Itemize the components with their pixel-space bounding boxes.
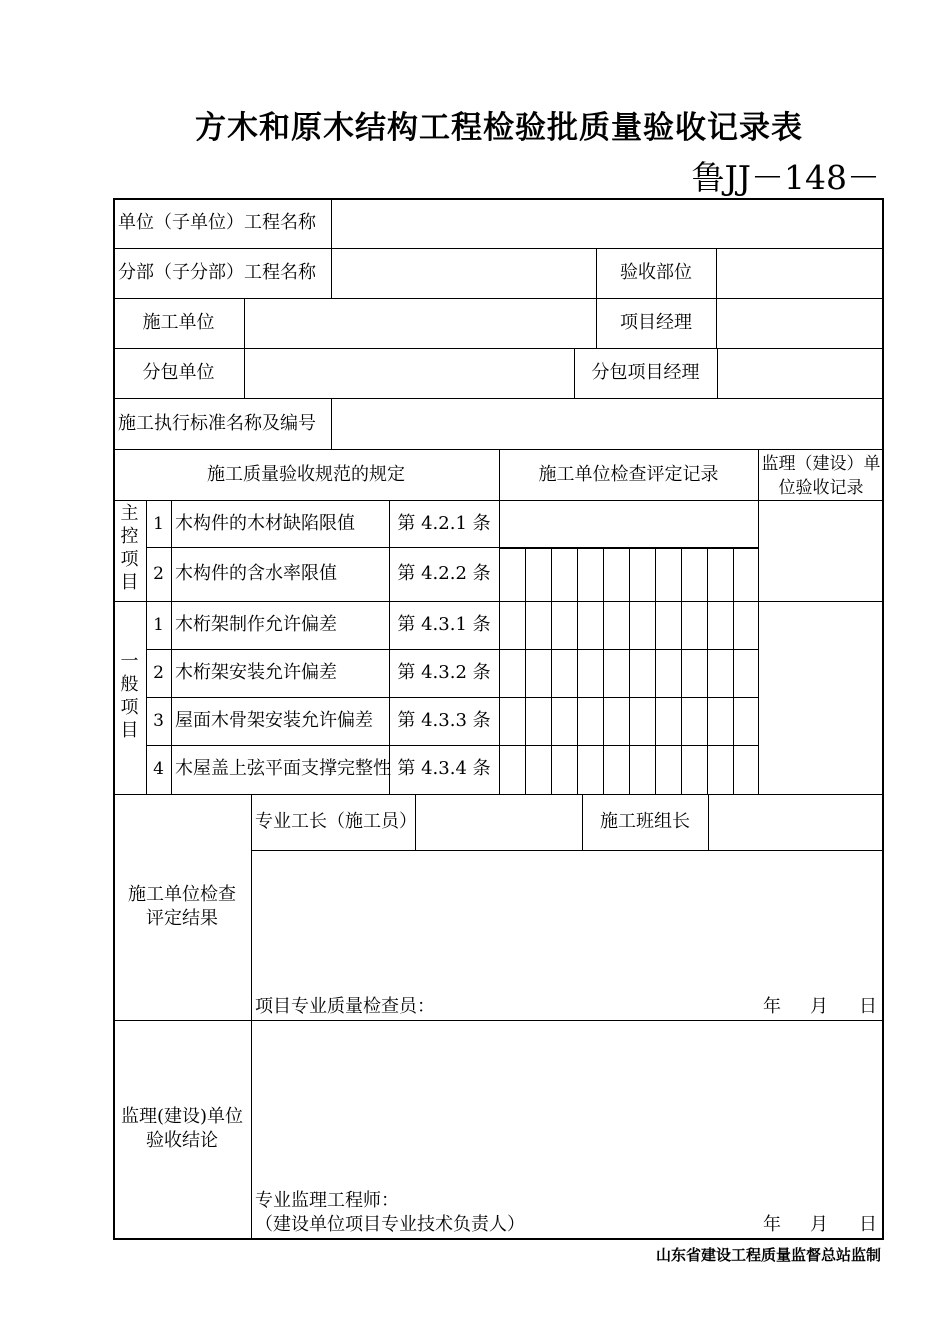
col-divider: [499, 449, 500, 794]
inspection-form: [113, 198, 884, 1240]
main-control-label-char: 目: [120, 572, 139, 593]
construction-result-label-line2: 评定结果: [146, 908, 218, 929]
item-clause: 第 4.2.1 条: [397, 513, 491, 534]
row-divider: [146, 745, 758, 746]
item-clause: 第 4.3.2 条: [397, 662, 491, 683]
construction-result-label-line1: 施工单位检查: [128, 884, 236, 905]
owner-representative-label: （建设单位项目专业技术负责人）: [255, 1214, 525, 1235]
spec-column-header: 施工质量验收规范的规定: [207, 464, 405, 485]
date-day-label: 日: [859, 996, 877, 1017]
item-number: 1: [153, 615, 164, 635]
item-number: 2: [153, 663, 164, 683]
grid-col: [629, 547, 630, 794]
general-label-char: 目: [120, 720, 139, 741]
supervising-engineer-label: 专业监理工程师：: [255, 1190, 399, 1211]
item-name: 木桁架安装允许偏差: [175, 662, 337, 683]
grid-col: [733, 547, 734, 794]
date-year-label: 年: [763, 996, 781, 1017]
item-number: 3: [153, 711, 164, 731]
row-divider: [146, 649, 758, 650]
col-divider: [244, 298, 245, 398]
project-manager-label: 项目经理: [620, 312, 692, 333]
col-divider: [716, 248, 717, 348]
col-divider: [331, 398, 332, 449]
supervision-conclusion-label-line1: 监理(建设)单位: [120, 1106, 244, 1127]
item-clause: 第 4.2.2 条: [397, 563, 491, 584]
col-divider: [758, 449, 759, 794]
item-name: 木构件的木材缺陷限值: [175, 513, 355, 534]
grid-col: [551, 547, 552, 794]
row-divider: [113, 348, 884, 349]
general-label-char: 般: [120, 674, 139, 695]
general-label-char: 项: [120, 697, 139, 718]
col-divider: [251, 794, 252, 1240]
item-clause: 第 4.3.3 条: [397, 710, 491, 731]
row-divider: [113, 398, 884, 399]
col-divider: [389, 500, 390, 794]
item-number: 4: [153, 759, 164, 779]
col-divider: [717, 348, 718, 398]
standard-label: 施工执行标准名称及编号: [118, 413, 316, 434]
foreman-label: 专业工长（施工员）: [255, 811, 417, 832]
grid-col: [525, 547, 526, 794]
unit-project-label: 单位（子单位）工程名称: [118, 212, 316, 233]
page-title: 方木和原木结构工程检验批质量验收记录表: [195, 110, 803, 146]
main-control-label-char: 控: [120, 526, 139, 547]
col-divider: [331, 248, 332, 298]
team-leader-label: 施工班组长: [600, 811, 690, 832]
item-clause: 第 4.3.4 条: [397, 758, 491, 779]
item-name: 木桁架制作允许偏差: [175, 614, 337, 635]
item-name: 屋面木骨架安装允许偏差: [175, 710, 373, 731]
grid-col: [707, 547, 708, 794]
grid-col: [603, 547, 604, 794]
subcontract-manager-label: 分包项目经理: [591, 362, 700, 383]
row-divider: [146, 697, 758, 698]
row-divider: [251, 850, 884, 851]
item-number: 2: [153, 564, 164, 584]
supervision-column-header-line1: 监理（建设）单: [761, 454, 881, 474]
check-column-header: 施工单位检查评定记录: [538, 464, 719, 485]
row-divider: [113, 248, 884, 249]
inspector-label: 项目专业质量检查员：: [255, 996, 435, 1017]
item-number: 1: [153, 514, 164, 534]
form-code: 鲁JJ－148－: [691, 158, 880, 197]
date-day-label: 日: [859, 1214, 877, 1235]
row-divider: [113, 298, 884, 299]
main-control-label-char: 主: [120, 503, 139, 524]
main-control-label-char: 项: [120, 549, 139, 570]
grid-col: [577, 547, 578, 794]
footer-issuer: 山东省建设工程质量监督总站监制: [655, 1246, 881, 1264]
date-month-label: 月: [810, 996, 828, 1017]
grid-col: [681, 547, 682, 794]
sub-project-label: 分部（子分部）工程名称: [118, 262, 316, 283]
grid-col: [655, 547, 656, 794]
supervision-conclusion-label-line2: 验收结论: [146, 1130, 218, 1151]
col-divider: [171, 500, 172, 794]
supervision-column-header-line2: 位验收记录: [778, 478, 864, 498]
acceptance-part-label: 验收部位: [620, 262, 692, 283]
col-divider: [146, 500, 147, 794]
date-year-label: 年: [763, 1214, 781, 1235]
col-divider: [331, 198, 332, 248]
item-clause: 第 4.3.1 条: [397, 614, 491, 635]
item-name: 木屋盖上弦平面支撑完整性: [175, 758, 391, 779]
date-month-label: 月: [810, 1214, 828, 1235]
item-name: 木构件的含水率限值: [175, 563, 337, 584]
construction-unit-label: 施工单位: [142, 312, 215, 333]
general-label-char: 一: [120, 651, 139, 672]
row-divider: [113, 1020, 884, 1021]
subcontract-unit-label: 分包单位: [142, 362, 215, 383]
col-divider: [708, 794, 709, 850]
row-divider: [113, 794, 884, 795]
